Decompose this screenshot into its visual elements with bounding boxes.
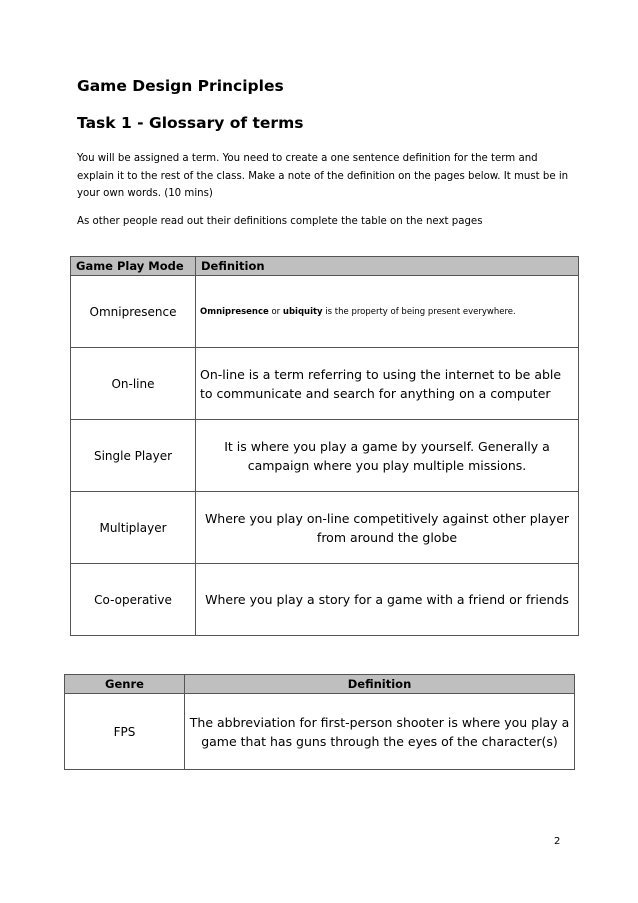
- definition-text: is the property of being present everywhere.: [322, 306, 516, 317]
- definition-cell: [196, 276, 579, 348]
- column-header-definition: Definition: [185, 675, 575, 694]
- definition-bold-term: ubiquity: [282, 306, 323, 317]
- definition-bold-term: Omnipresence: [200, 306, 269, 317]
- table-header-row: [71, 257, 579, 276]
- term-cell: FPS: [65, 694, 185, 770]
- definition-cell: Where you play a story for a game with a friend or friends: [196, 564, 579, 636]
- game-play-mode-table: [70, 256, 579, 636]
- table-row: [71, 348, 579, 420]
- task-subtitle: Task 1 - Glossary of terms: [77, 114, 304, 132]
- table-header-row: [65, 675, 575, 694]
- term-cell: On-line: [71, 348, 196, 420]
- definition-cell: It is where you play a game by yourself. Generally a campaign where you play multiple missions.: [196, 420, 579, 492]
- table-row: [65, 694, 575, 770]
- term-cell: Multiplayer: [71, 492, 196, 564]
- genre-table: [64, 674, 575, 770]
- table-row: [71, 564, 579, 636]
- column-header-genre: Genre: [65, 675, 185, 694]
- instructions-paragraph: You will be assigned a term. You need to create a one sentence definition for the term and explain it to the rest of the class. Make a note of the definition on the pages below. It must be in your own words. (10 mins): [77, 153, 569, 199]
- definition-cell: The abbreviation for first-person shooter is where you play a game that has guns through the eyes of the character(s): [185, 694, 575, 770]
- instructions-note: As other people read out their definitions complete the table on the next pages: [77, 216, 483, 227]
- table-row: [71, 276, 579, 348]
- definition-text: or: [268, 306, 283, 317]
- definition-cell: Where you play on-line competitively against other player from around the globe: [196, 492, 579, 564]
- document-title: Game Design Principles: [77, 77, 284, 95]
- table-row: [71, 492, 579, 564]
- column-header-game-play-mode: Game Play Mode: [71, 257, 196, 276]
- term-cell: Single Player: [71, 420, 196, 492]
- page-number: 2: [554, 836, 561, 847]
- term-cell: Omnipresence: [71, 276, 196, 348]
- column-header-definition: Definition: [196, 257, 579, 276]
- definition-cell: On-line is a term referring to using the internet to be able to communicate and search for anything on a computer: [196, 348, 579, 420]
- table-row: [71, 420, 579, 492]
- term-cell: Co-operative: [71, 564, 196, 636]
